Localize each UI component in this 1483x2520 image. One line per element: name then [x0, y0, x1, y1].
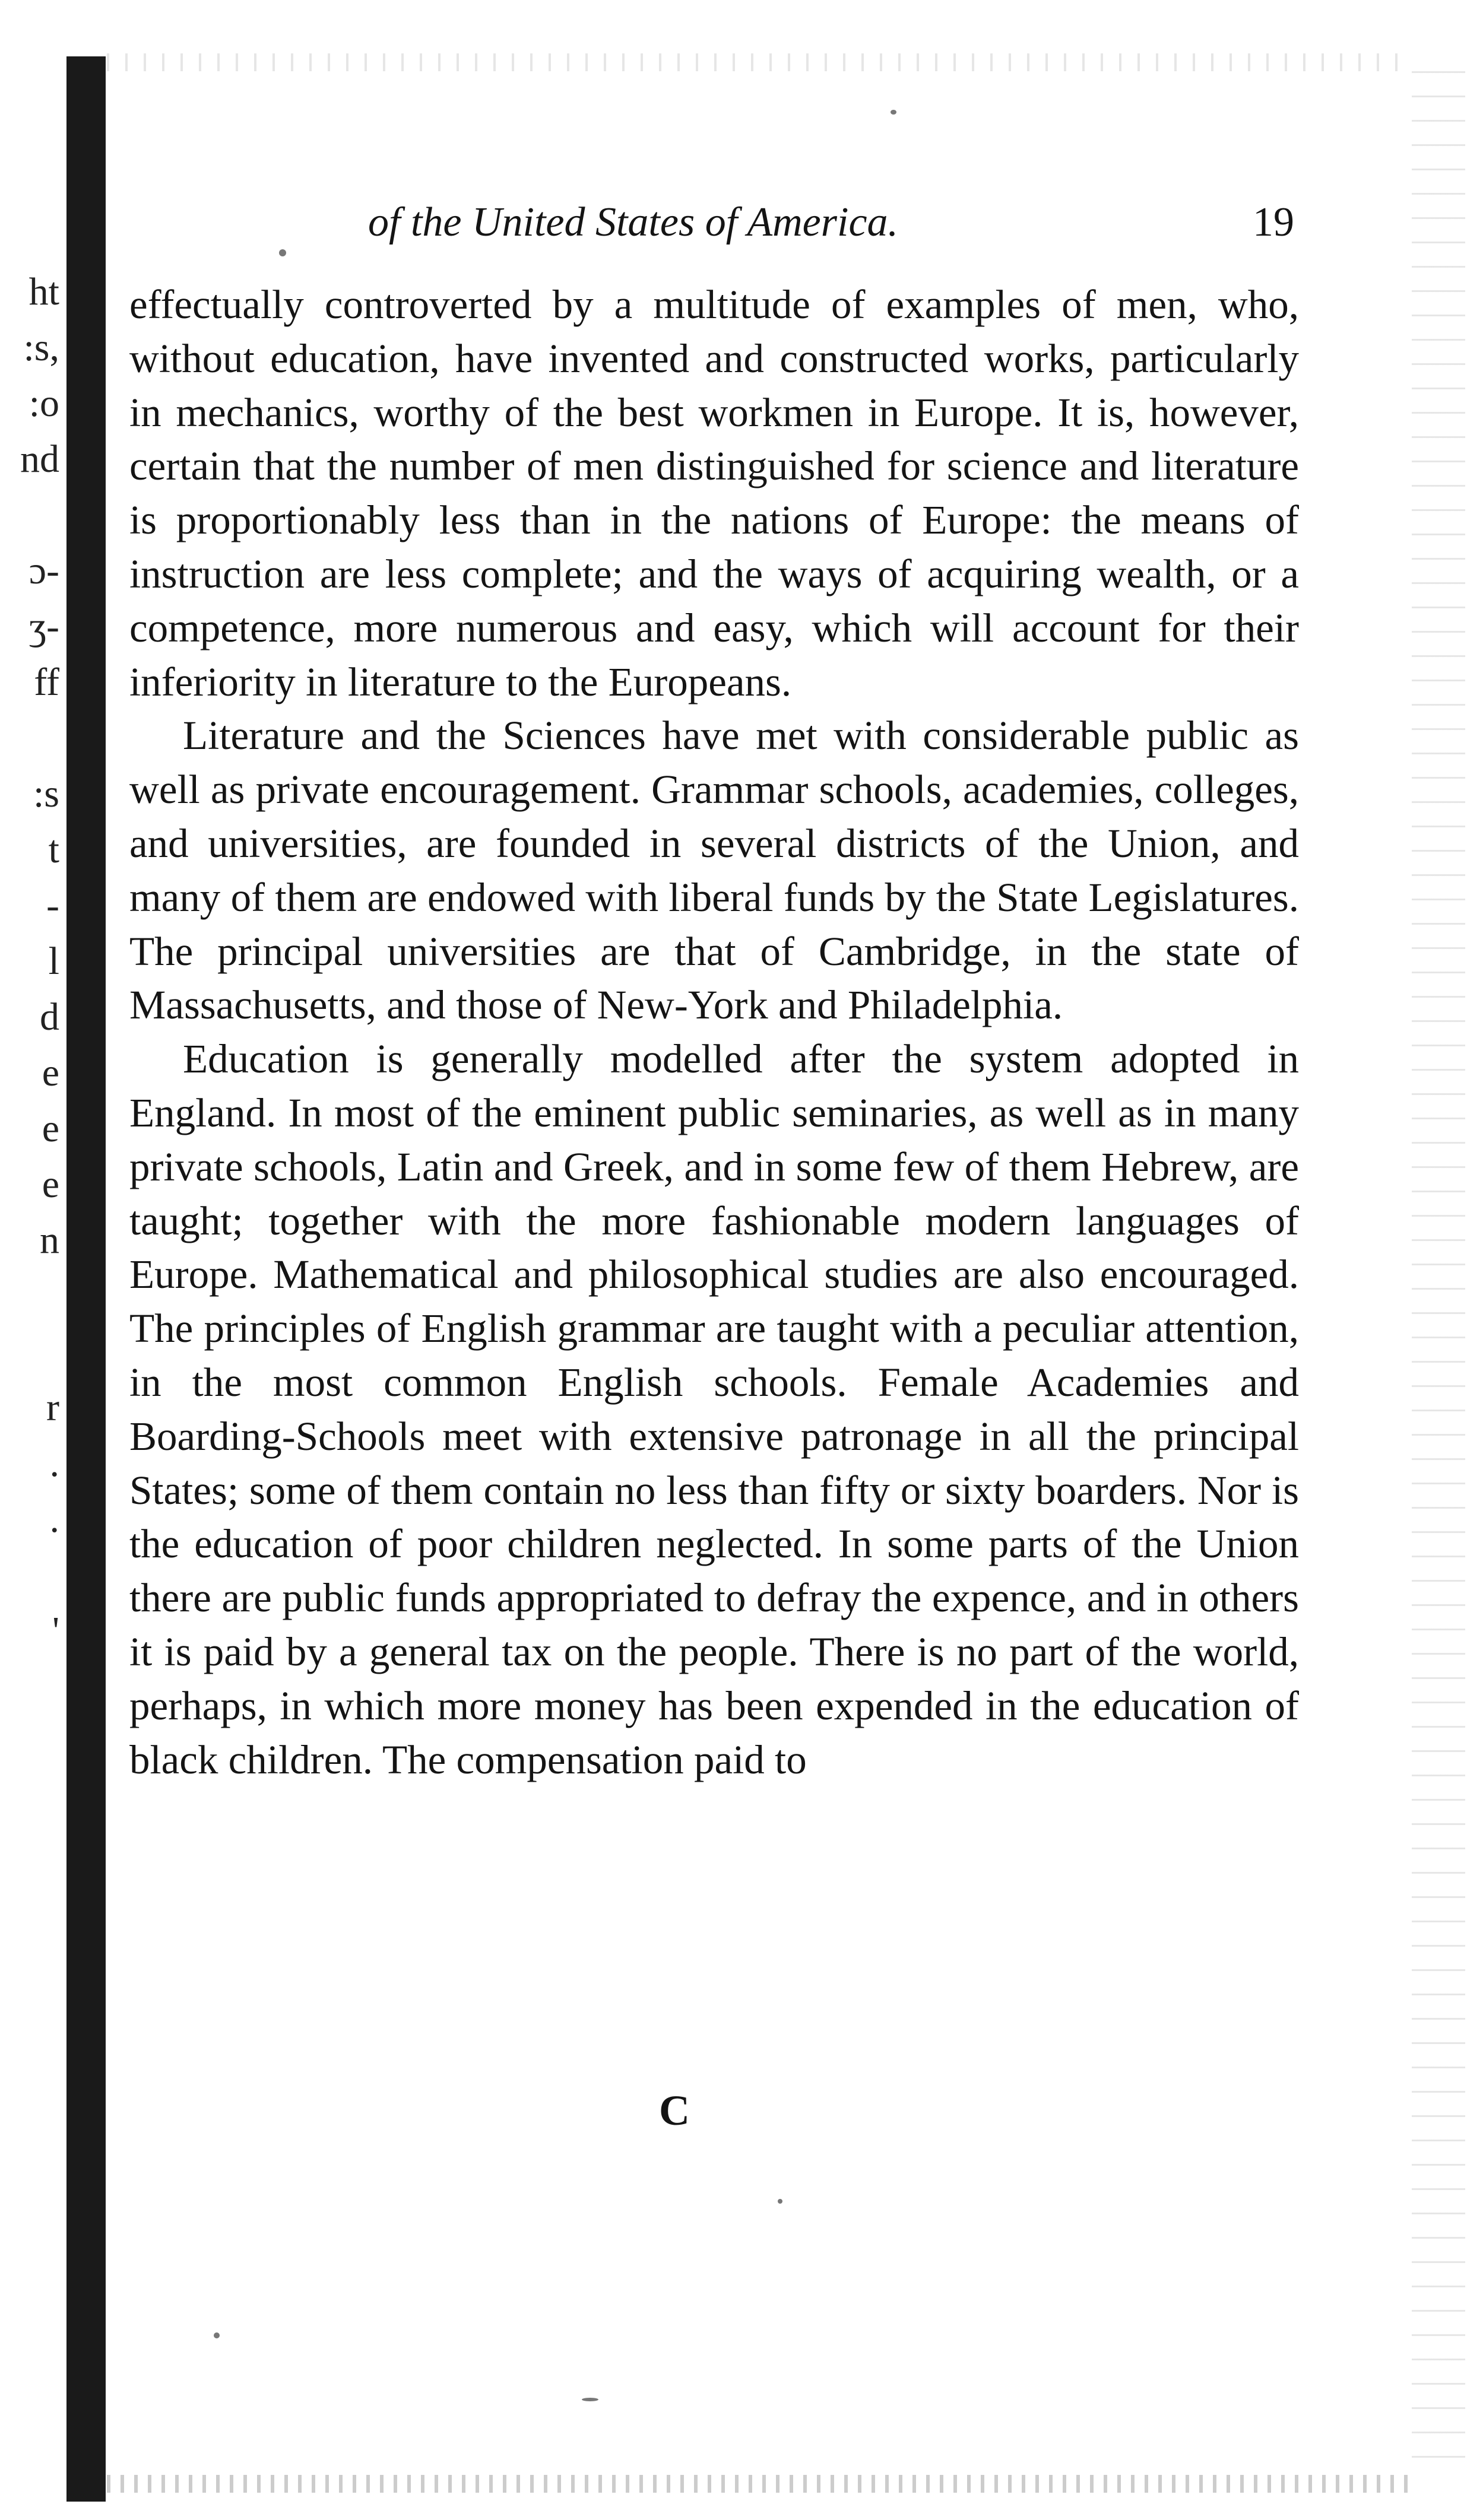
fragment-line: ʒ-: [28, 605, 59, 648]
scan-speck: [582, 2398, 598, 2401]
fragment-line: :s: [33, 772, 59, 815]
book-gutter-shadow: [66, 56, 106, 2502]
fragment-line: nd: [20, 437, 59, 481]
fragment-line: e: [42, 1163, 59, 1206]
fragment-line: n: [40, 1218, 59, 1262]
fragment-line: l: [48, 940, 59, 983]
fragment-line: e: [42, 1107, 59, 1150]
scan-speck: [279, 249, 286, 256]
fragment-line: t: [48, 828, 59, 871]
scan-noise-right-edge: [1412, 71, 1465, 2475]
fragment-line: .: [49, 1442, 59, 1485]
fragment-line: ': [52, 1609, 59, 1652]
fragment-line: [0, 487, 59, 543]
fragment-line: ff: [34, 661, 59, 704]
paragraph-continued: effectually controverted by a multitude of examples of men, who, without education, have invented and constructed works, particularly in mechanics, worthy of the best workmen in Europe. It is, however, certain that the number of men distinguished for science and literature is proportionably less than in the nations of Europe: the means of instruction are less complete; and the ways of acquiring wealth, or a competence, more numerous and easy, which will account for their inferiority in literature to the Europeans.: [129, 282, 1299, 704]
page-number: 19: [1253, 199, 1294, 245]
fragment-line: .: [49, 1497, 59, 1541]
paragraph-literature: Literature and the Sciences have met with considerable public as well as private encouragement. Grammar schools, academies, colleges, and universities, are founded in several districts of the Union, and many of them are endowed with liberal funds by the State Legislatures. The principal universities are that of Cambridge, in the state of Massachusetts, and those of New-York and Philadelphia.: [129, 713, 1299, 1028]
fragment-line: ɔ-: [28, 549, 59, 592]
paragraph-education: Education is generally modelled after the system adopted in England. In most of the eminent public seminaries, as well as in many private schools, Latin and Greek, and in some few of them Hebrew, are taught; together with the more fashionable modern languages of Europe. Mathematical and philosophical studies are also encouraged. The principles of English grammar are taught with a peculiar attention, in the most common English schools. Female Academies and Boarding-Schools meet with extensive patronage in all the principal States; some of them contain no less than fifty or sixty boarders. Nor is the education of poor children neglected. In some parts of the Union there are public funds appropriated to defray the expence, and in others it is paid by a general tax on the people. There is no part of the world, perhaps, in which more money has been expended in the education of black children. The compensation paid to: [129, 1036, 1299, 1782]
scan-speck: [891, 110, 896, 115]
fragment-line: [0, 1324, 59, 1380]
fragment-line: -: [46, 884, 59, 927]
scan-noise-bottom: [107, 2475, 1413, 2493]
fragment-line: :s,: [23, 326, 59, 369]
fragment-line: :o: [28, 382, 59, 425]
fragment-line: r: [46, 1386, 59, 1429]
fragment-line: d: [40, 995, 59, 1039]
fragment-line: ht: [28, 270, 59, 313]
scan-speck: [778, 2199, 782, 2204]
signature-mark: C: [659, 2087, 690, 2134]
previous-page-fragments: [0, 264, 59, 1659]
page-header: [368, 199, 1294, 252]
running-title: of the United States of America.: [368, 199, 899, 245]
scan-noise-top: [107, 53, 1413, 71]
fragment-line: [0, 1268, 59, 1324]
fragment-line: e: [42, 1051, 59, 1094]
fragment-line: [0, 710, 59, 766]
body-text: [129, 278, 1299, 1786]
scan-speck: [214, 2332, 220, 2338]
fragment-line: [0, 1547, 59, 1603]
